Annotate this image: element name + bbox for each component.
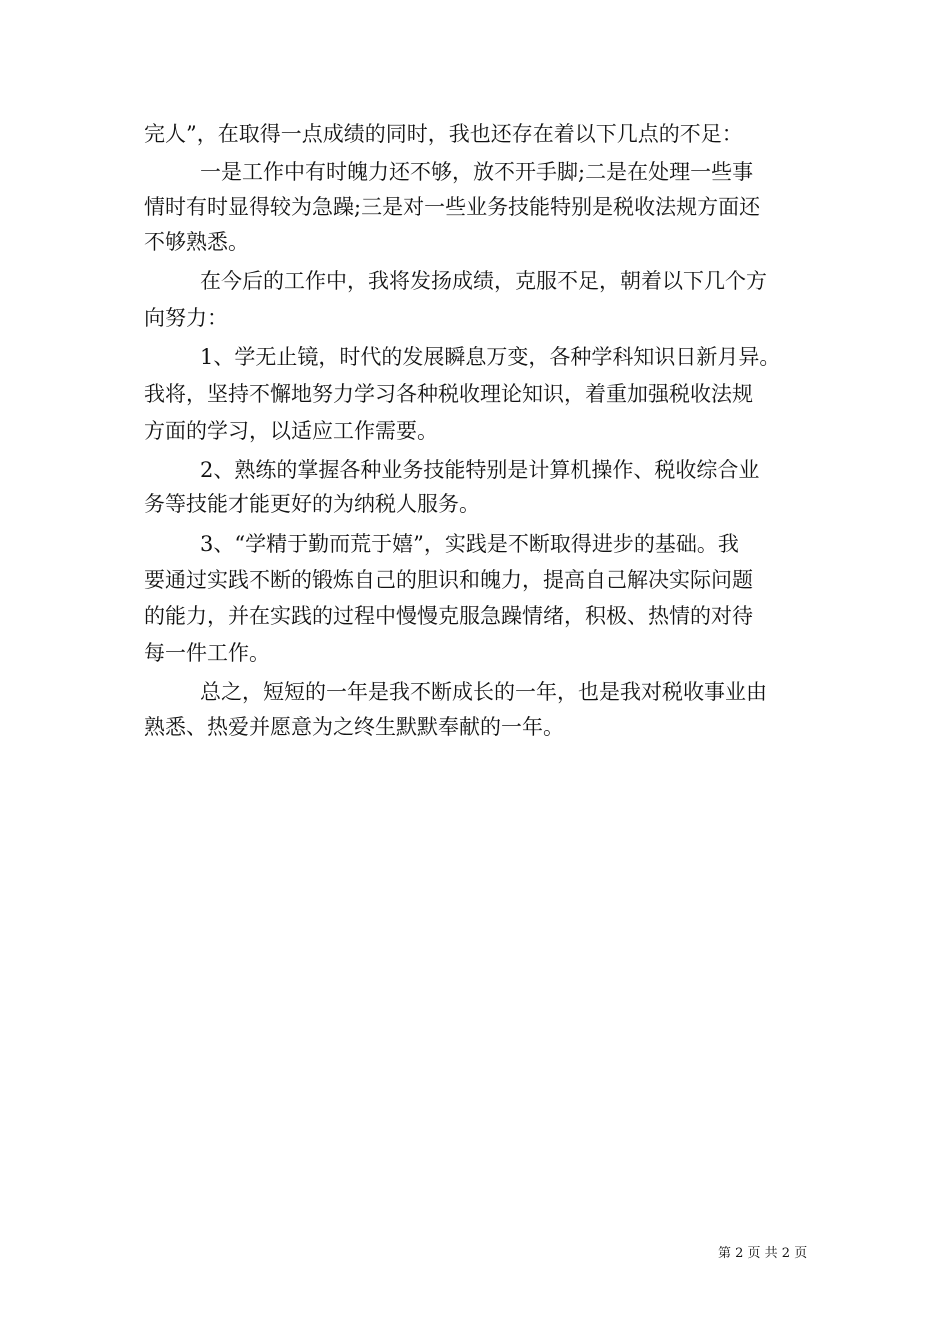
body-text-line: 情时有时显得较为急躁;三是对一些业务技能特别是税收法规方面还 <box>144 195 761 219</box>
body-text-line: 务等技能才能更好的为纳税人服务。 <box>144 492 480 516</box>
body-text-line: 的能力，并在实践的过程中慢慢克服急躁情绪，积极、热情的对待 <box>144 604 753 628</box>
body-text-line: 总之，短短的一年是我不断成长的一年，也是我对税收事业由 <box>200 680 767 704</box>
body-text-line: 2、熟练的掌握各种业务技能特别是计算机操作、税收综合业 <box>200 458 760 482</box>
body-text-line: 熟悉、热爱并愿意为之终生默默奉献的一年。 <box>144 715 564 739</box>
body-text-line: 我将，坚持不懈地努力学习各种税收理论知识，着重加强税收法规 <box>144 382 753 406</box>
body-text-line: 1、学无止镜，时代的发展瞬息万变，各种学科知识日新月异。 <box>200 345 781 369</box>
body-text-line: 3、“学精于勤而荒于嬉”，实践是不断取得进步的基础。我 <box>200 532 739 556</box>
body-text-line: 要通过实践不断的锻炼自己的胆识和魄力，提高自己解决实际问题 <box>144 568 753 592</box>
body-text-line: 完人”，在取得一点成绩的同时，我也还存在着以下几点的不足： <box>144 122 743 146</box>
body-text-line: 每一件工作。 <box>144 641 270 665</box>
body-text-line: 在今后的工作中，我将发扬成绩，克服不足，朝着以下几个方 <box>200 269 767 293</box>
page-number-footer: 第 2 页 共 2 页 <box>718 1246 808 1261</box>
body-text-line: 方面的学习，以适应工作需要。 <box>144 419 438 443</box>
body-text-line: 一是工作中有时魄力还不够，放不开手脚;二是在处理一些事 <box>200 160 754 184</box>
body-text-line: 不够熟悉。 <box>144 230 249 254</box>
body-text-line: 向努力： <box>144 306 228 330</box>
